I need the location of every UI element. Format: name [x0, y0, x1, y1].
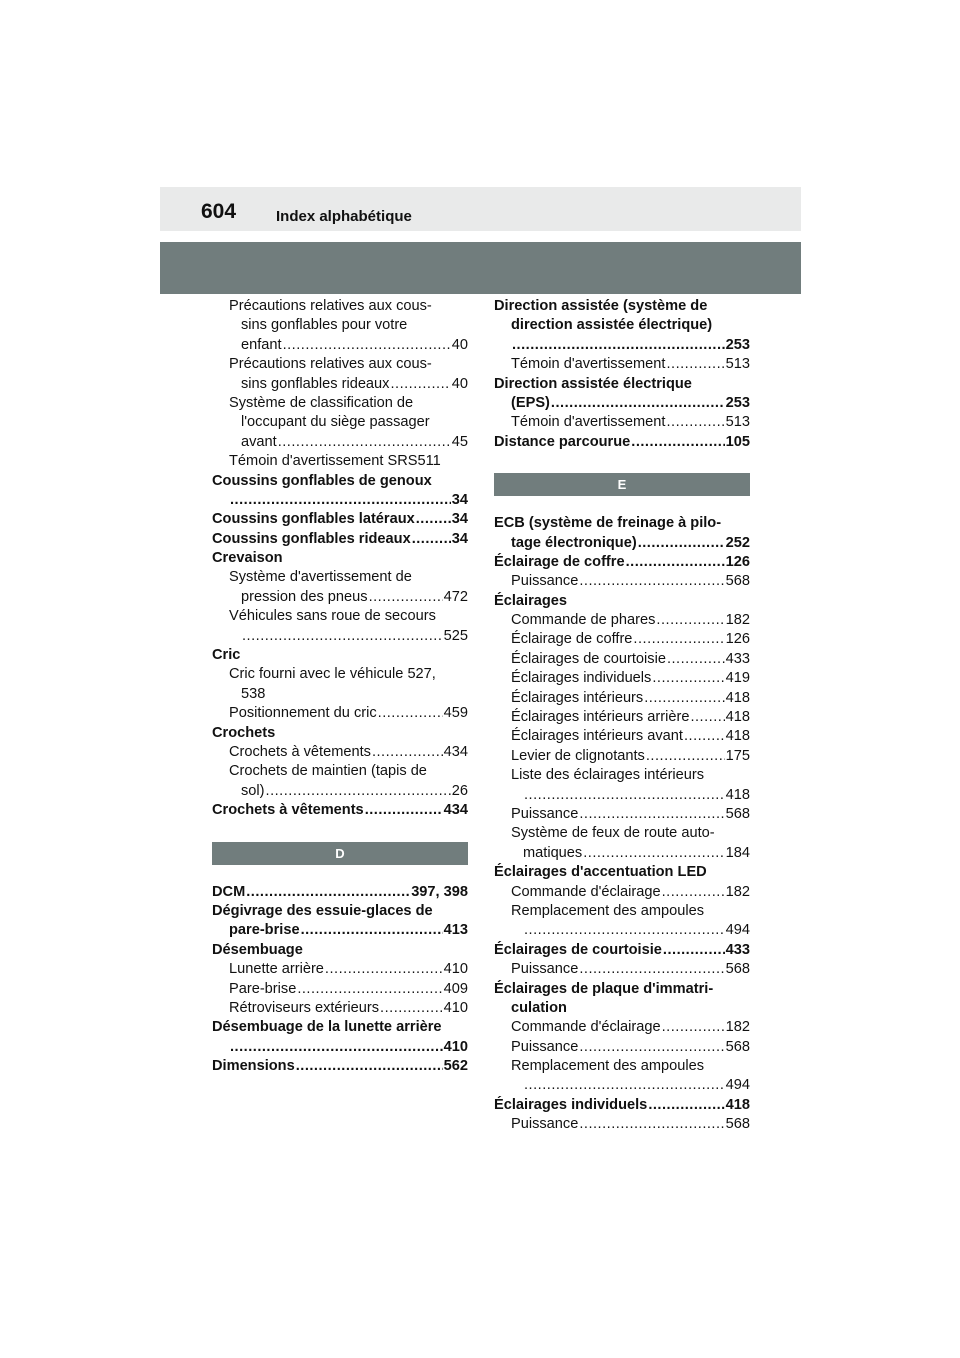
header-band [160, 242, 801, 294]
index-heading-line: Crevaison [212, 550, 283, 567]
entry-label: DCM [212, 883, 246, 900]
index-heading-line: Direction assistée électrique [494, 375, 692, 392]
section-title: Index alphabétique [276, 208, 412, 225]
entry-label: tage électronique) [511, 534, 637, 551]
page-reference: 34 [451, 491, 468, 508]
page-reference: 418 [725, 728, 750, 745]
index-heading-line: culation [511, 999, 567, 1016]
page-reference: 126 [725, 631, 750, 648]
index-subentry [494, 355, 750, 374]
page-reference: 418 [725, 709, 750, 726]
entry-label: Éclairages de courtoisie [494, 941, 662, 958]
index-entry [212, 1038, 468, 1057]
entry-label: (EPS) [511, 394, 550, 411]
entry-label: Levier de clignotants [511, 747, 645, 764]
index-subentry [212, 782, 468, 801]
entry-label: Pare-brise [229, 980, 297, 997]
dot-leader [644, 689, 724, 708]
index-subentry [212, 588, 468, 607]
page-reference: 418 [725, 1096, 750, 1113]
index-subentry [494, 413, 750, 432]
index-subentry [494, 844, 750, 863]
entry-label: Éclairages de courtoisie [511, 650, 666, 667]
index-entry [212, 491, 468, 510]
header-bar [160, 187, 801, 231]
entry-label: Éclairages intérieurs [511, 689, 644, 706]
page-reference: 494 [725, 922, 750, 939]
page-reference: 410 [443, 999, 468, 1016]
index-entry [212, 530, 468, 549]
dot-leader [633, 630, 724, 649]
index-entry [494, 336, 750, 355]
index-entry [494, 941, 750, 960]
entry-label: Puissance [511, 1116, 579, 1133]
index-subentry [494, 572, 750, 591]
dot-leader [380, 999, 443, 1018]
index-text-line: Système de classification de [229, 394, 414, 411]
index-text-line: Véhicules sans roue de secours [229, 608, 436, 625]
entry-label: Coussins gonflables latéraux [212, 511, 415, 528]
dot-leader [230, 491, 451, 510]
index-text-line: Liste des éclairages intérieurs [511, 767, 705, 784]
dot-leader [638, 534, 725, 553]
dot-leader [579, 1038, 724, 1057]
page-reference: 419 [725, 670, 750, 687]
page-reference: 26 [451, 782, 468, 799]
index-subentry [212, 704, 468, 723]
dot-leader [666, 413, 724, 432]
page-reference: 418 [725, 786, 750, 803]
dot-leader [372, 743, 443, 762]
entry-label: pression des pneus [241, 588, 368, 605]
dot-leader [551, 394, 725, 413]
index-heading-line: Cric [212, 647, 241, 664]
dot-leader [690, 708, 724, 727]
page-reference: 45 [451, 433, 468, 450]
entry-label: Commande d'éclairage [511, 1019, 661, 1036]
dot-leader [365, 801, 443, 820]
index-entry [212, 801, 468, 820]
entry-label: Puissance [511, 805, 579, 822]
dot-leader [378, 704, 443, 723]
index-subentry [494, 921, 750, 940]
index-subentry [494, 708, 750, 727]
dot-leader [416, 510, 451, 529]
page-reference: 433 [725, 650, 750, 667]
index-subentry [212, 999, 468, 1018]
dot-leader [662, 883, 725, 902]
index-subentry [494, 960, 750, 979]
page-reference: 105 [725, 433, 750, 450]
entry-label: Témoin d'avertissement [511, 356, 666, 373]
index-subentry [494, 650, 750, 669]
dot-leader [631, 433, 724, 452]
entry-label: Lunette arrière [229, 961, 324, 978]
index-subentry [494, 805, 750, 824]
index-heading-line: ECB (système de freinage à pilo- [494, 515, 722, 532]
page-reference: 418 [725, 689, 750, 706]
index-subentry [212, 980, 468, 999]
page-reference: 472 [443, 588, 468, 605]
entry-label: Éclairages intérieurs avant [511, 728, 683, 745]
page-reference: 252 [725, 534, 750, 551]
entry-label: Témoin d'avertissement [511, 414, 666, 431]
index-entry [212, 1057, 468, 1076]
index-subentry [494, 1115, 750, 1134]
dot-leader [524, 786, 725, 805]
page-reference: 568 [725, 961, 750, 978]
index-heading-line: Dégivrage des essuie-glaces de [212, 902, 433, 919]
entry-label: Commande de phares [511, 612, 656, 629]
page-reference: 409 [443, 980, 468, 997]
page-reference: 410 [443, 1038, 468, 1055]
page-reference: 413 [443, 922, 468, 939]
page-reference: 253 [725, 336, 750, 353]
index-subentry [494, 747, 750, 766]
page-reference: 562 [443, 1058, 468, 1075]
dot-leader [626, 553, 725, 572]
index-heading-line: Éclairages [494, 592, 568, 609]
dot-leader [579, 1115, 724, 1134]
entry-label: Dimensions [212, 1058, 295, 1075]
page-reference: 184 [725, 844, 750, 861]
dot-leader [524, 921, 725, 940]
index-subentry [494, 1076, 750, 1095]
page-reference: 459 [443, 705, 468, 722]
entry-label: enfant [241, 336, 282, 353]
index-entry [494, 534, 750, 553]
index-heading-line: Éclairages d'accentuation LED [494, 864, 707, 881]
dot-leader [684, 727, 725, 746]
page-reference: 513 [725, 414, 750, 431]
index-subentry [212, 336, 468, 355]
index-text-line: Remplacement des ampoules [511, 1058, 705, 1075]
page-reference: 253 [725, 394, 750, 411]
dot-leader [524, 1076, 725, 1095]
dot-leader [242, 627, 443, 646]
entry-label: Éclairage de coffre [494, 553, 625, 570]
page-reference: 182 [725, 1019, 750, 1036]
entry-label: Crochets à vêtements [212, 802, 364, 819]
page-reference: 434 [443, 743, 468, 760]
dot-leader [297, 980, 442, 999]
index-entry [494, 394, 750, 413]
page-reference: 434 [443, 802, 468, 819]
letter-section-band: D [212, 842, 468, 865]
dot-leader [579, 960, 724, 979]
index-subentry [494, 883, 750, 902]
page-reference: 40 [451, 336, 468, 353]
index-text-line: Crochets de maintien (tapis de [229, 763, 427, 780]
entry-label: Éclairage de coffre [511, 631, 633, 648]
dot-leader [230, 1038, 443, 1057]
entry-label: Puissance [511, 961, 579, 978]
index-text-line: Témoin d'avertissement SRS511 [229, 453, 441, 470]
index-subentry [494, 630, 750, 649]
index-subentry [494, 1038, 750, 1057]
page-reference: 397, 398 [411, 883, 468, 900]
index-subentry [212, 433, 468, 452]
dot-leader [412, 530, 451, 549]
index-heading-line: Désembuage [212, 941, 303, 958]
index-subentry [212, 627, 468, 646]
index-entry [494, 433, 750, 452]
entry-label: Distance parcourue [494, 433, 631, 450]
page-reference: 410 [443, 961, 468, 978]
dot-leader [648, 1096, 724, 1115]
index-entry [494, 553, 750, 572]
page-reference: 182 [725, 612, 750, 629]
entry-label: Éclairages individuels [494, 1096, 648, 1113]
page-reference: 126 [725, 553, 750, 570]
page-reference: 182 [725, 883, 750, 900]
dot-leader [325, 960, 443, 979]
index-entry [212, 921, 468, 940]
index-subentry [494, 786, 750, 805]
dot-leader [301, 921, 443, 940]
entry-label: Rétroviseurs extérieurs [229, 999, 380, 1016]
entry-label: Coussins gonflables rideaux [212, 530, 411, 547]
page-reference: 34 [451, 511, 468, 528]
index-entry [212, 510, 468, 529]
dot-leader [579, 572, 724, 591]
index-subentry [494, 689, 750, 708]
page-reference: 568 [725, 573, 750, 590]
entry-label: sol) [241, 782, 265, 799]
index-text-line: Cric fourni avec le véhicule 527, [229, 666, 436, 683]
entry-label: Puissance [511, 1038, 579, 1055]
entry-label: pare-brise [229, 922, 300, 939]
index-entry [494, 1096, 750, 1115]
entry-label: Puissance [511, 573, 579, 590]
page-reference: 568 [725, 1038, 750, 1055]
page-reference: 568 [725, 1116, 750, 1133]
dot-leader [662, 1018, 725, 1037]
dot-leader [646, 747, 725, 766]
dot-leader [246, 883, 410, 902]
dot-leader [296, 1057, 443, 1076]
dot-leader [656, 611, 724, 630]
dot-leader [278, 433, 451, 452]
index-column-right [494, 297, 750, 1135]
index-text-line: 538 [241, 685, 266, 702]
dot-leader [369, 588, 443, 607]
entry-label: Éclairages intérieurs arrière [511, 709, 690, 726]
page-reference: 433 [725, 941, 750, 958]
dot-leader [512, 336, 725, 355]
page-reference: 513 [725, 356, 750, 373]
dot-leader [666, 355, 724, 374]
index-text-line: Système de feux de route auto- [511, 825, 715, 842]
dot-leader [652, 669, 724, 688]
entry-label: Positionnement du cric [229, 705, 377, 722]
index-text-line: sins gonflables pour votre [241, 317, 408, 334]
entry-label: Éclairages individuels [511, 670, 652, 687]
index-text-line: Système d'avertissement de [229, 569, 412, 586]
index-heading-line: Crochets [212, 724, 276, 741]
index-subentry [212, 743, 468, 762]
entry-label: sins gonflables rideaux [241, 375, 390, 392]
index-subentry [494, 669, 750, 688]
index-text-line: Précautions relatives aux cous- [229, 356, 432, 373]
letter-section-band: E [494, 473, 750, 496]
dot-leader [579, 805, 724, 824]
index-text-line: l'occupant du siège passager [241, 414, 430, 431]
index-text-line: Remplacement des ampoules [511, 902, 705, 919]
dot-leader [266, 782, 451, 801]
index-heading-line: Éclairages de plaque d'immatri- [494, 980, 714, 997]
entry-label: Commande d'éclairage [511, 883, 661, 900]
page-reference: 525 [443, 627, 468, 644]
page-reference: 175 [725, 747, 750, 764]
index-subentry [212, 960, 468, 979]
dot-leader [283, 336, 451, 355]
index-heading-line: direction assistée électrique) [511, 317, 713, 334]
page-number: 604 [201, 200, 237, 223]
entry-label: avant [241, 433, 277, 450]
index-subentry [494, 611, 750, 630]
index-subentry [212, 375, 468, 394]
entry-label: Crochets à vêtements [229, 743, 371, 760]
index-heading-line: Coussins gonflables de genoux [212, 472, 432, 489]
index-heading-line: Direction assistée (système de [494, 298, 708, 314]
index-heading-line: Désembuage de la lunette arrière [212, 1019, 442, 1036]
dot-leader [583, 844, 724, 863]
index-subentry [494, 1018, 750, 1037]
index-text-line: Précautions relatives aux cous- [229, 298, 432, 314]
index-subentry [494, 727, 750, 746]
entry-label: matiques [523, 844, 583, 861]
page-reference: 40 [451, 375, 468, 392]
dot-leader [390, 375, 450, 394]
index-column-left [212, 297, 468, 1076]
dot-leader [667, 650, 725, 669]
index-entry [212, 883, 468, 902]
dot-leader [663, 941, 725, 960]
page-reference: 494 [725, 1077, 750, 1094]
page-reference: 568 [725, 805, 750, 822]
page-reference: 34 [451, 530, 468, 547]
